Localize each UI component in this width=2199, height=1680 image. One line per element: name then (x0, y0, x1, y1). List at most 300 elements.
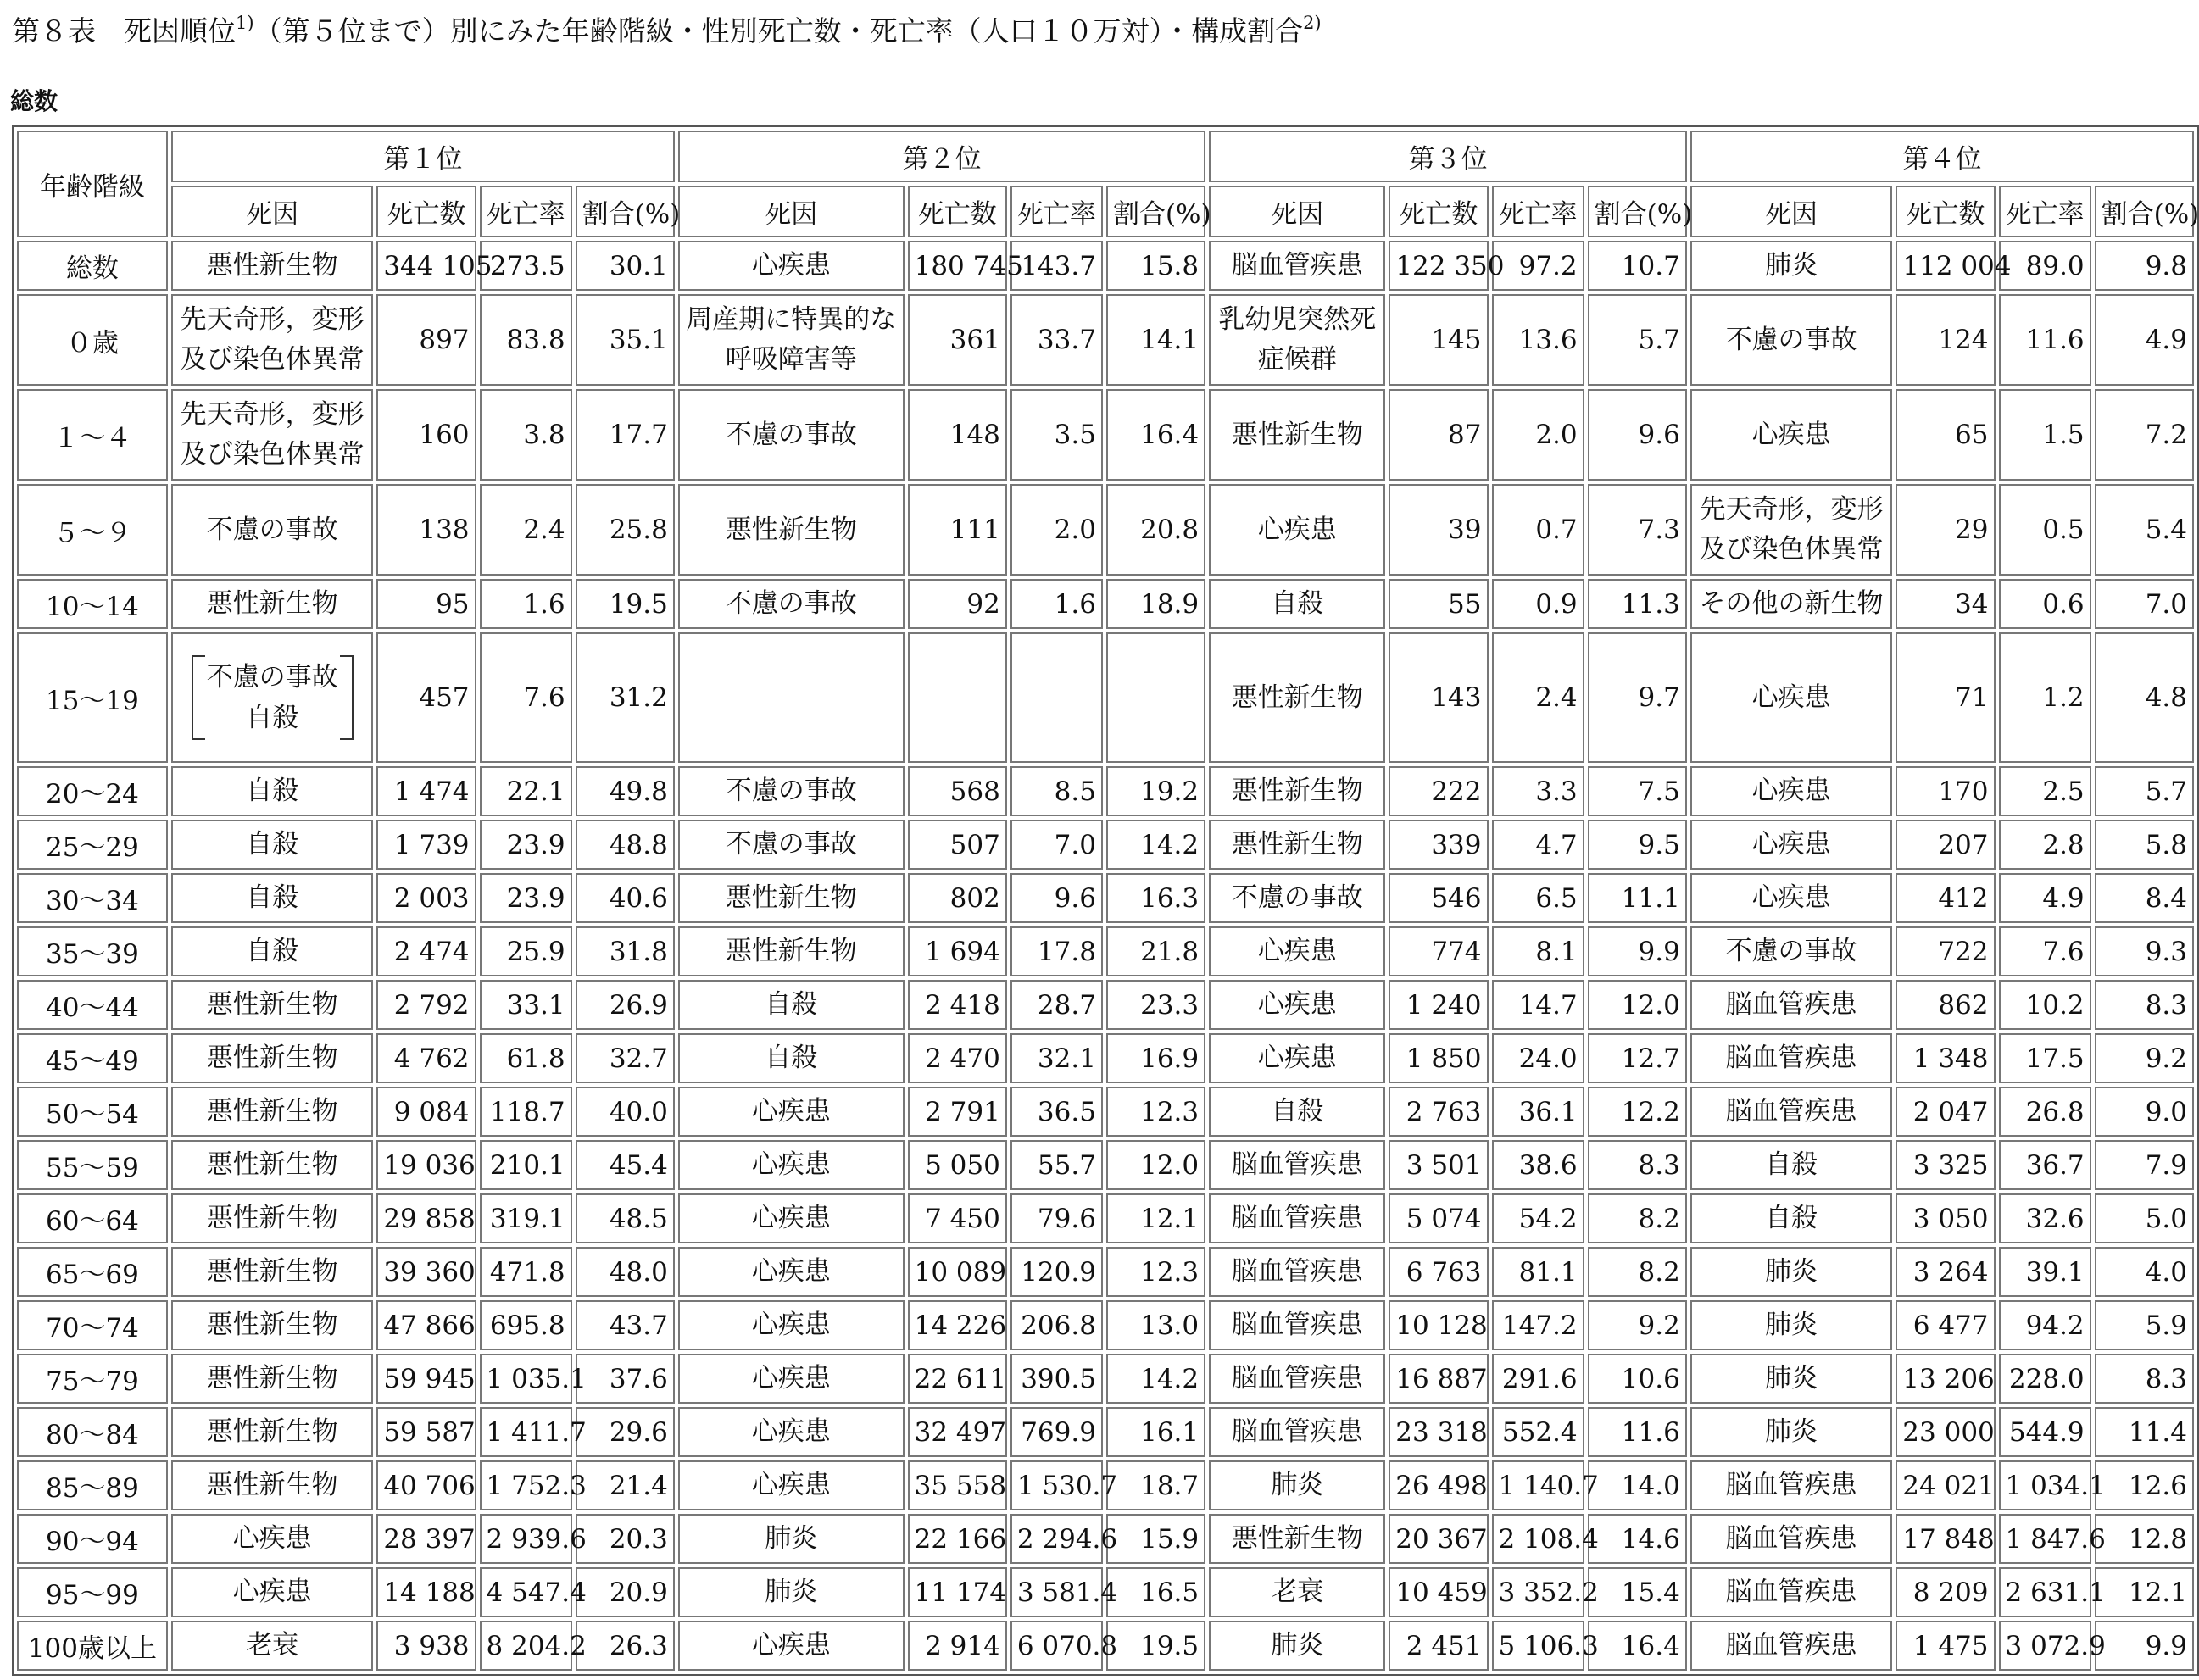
cause-text: 不慮の事故 (1725, 324, 1857, 355)
share-cell: 9.2 (1588, 1300, 1687, 1350)
cause-cell (1209, 389, 1385, 481)
cause-cell (171, 873, 373, 923)
deaths-cell: 39 360 (376, 1247, 476, 1297)
cause-text: 及び染色体異常 (180, 344, 365, 375)
cause-text: 脳血管疾患 (1725, 1630, 1857, 1661)
cause-cell (678, 873, 905, 923)
table-row (17, 1140, 2194, 1190)
cause-cell (1209, 241, 1385, 291)
age-group-cell: 30～34 (17, 873, 168, 923)
rank-2-rate-header: 死亡率 (1010, 186, 1103, 237)
share-cell: 35.1 (576, 294, 675, 386)
bracket-corner (340, 655, 352, 657)
deaths-cell: 170 (1896, 766, 1995, 816)
share-cell: 19.5 (576, 579, 675, 629)
cause-text: 心疾患 (1751, 419, 1831, 450)
header-row-columns (17, 186, 2194, 237)
deaths-cell: 1 475 (1896, 1621, 1995, 1671)
table-row (17, 1514, 2194, 1564)
share-cell: 9.9 (2095, 1621, 2194, 1671)
rate-cell: 1.2 (1999, 632, 2091, 763)
cause-cell (678, 579, 905, 629)
cause-text: 心疾患 (751, 1256, 831, 1287)
cause-text: 悪性新生物 (725, 882, 857, 913)
cause-cell (1209, 294, 1385, 386)
deaths-cell: 507 (908, 820, 1007, 870)
deaths-cell: 2 791 (908, 1087, 1007, 1137)
rate-cell: 228.0 (1999, 1354, 2091, 1404)
cause-text: 悪性新生物 (1231, 776, 1363, 806)
rate-cell: 14.7 (1492, 980, 1584, 1030)
cause-cell (1690, 766, 1892, 816)
tie-bracket (192, 655, 354, 740)
share-cell: 16.9 (1106, 1033, 1205, 1083)
table-row (17, 484, 2194, 576)
rate-cell: 1 034.1 (1999, 1460, 2091, 1510)
share-cell: 5.7 (1588, 294, 1687, 386)
deaths-cell: 14 226 (908, 1300, 1007, 1350)
cause-cell (1209, 1354, 1385, 1404)
rate-cell: 1 140.7 (1492, 1460, 1584, 1510)
cause-cell (1209, 1193, 1385, 1243)
deaths-cell: 2 474 (376, 926, 476, 976)
age-group-header: 年齢階級 (17, 131, 168, 237)
rank-4-header: 第４位 (1690, 131, 2194, 182)
share-cell: 11.4 (2095, 1407, 2194, 1457)
cause-cell (678, 1460, 905, 1510)
cause-cell (171, 632, 373, 763)
rate-cell: 2 631.1 (1999, 1567, 2091, 1617)
rate-cell: 3 352.2 (1492, 1567, 1584, 1617)
cause-cell (171, 579, 373, 629)
rate-cell: 7.6 (1999, 926, 2091, 976)
cause-text: 悪性新生物 (1231, 419, 1363, 450)
share-cell (1106, 632, 1205, 763)
cause-text: 心疾患 (751, 1416, 831, 1447)
share-cell: 25.8 (576, 484, 675, 576)
deaths-cell: 1 348 (1896, 1033, 1995, 1083)
share-cell: 7.2 (2095, 389, 2194, 481)
share-cell: 8.4 (2095, 873, 2194, 923)
cause-cell (678, 1407, 905, 1457)
table-row (17, 1033, 2194, 1083)
cause-cell (1690, 1514, 1892, 1564)
cause-cell (171, 1247, 373, 1297)
deaths-cell: 2 914 (908, 1621, 1007, 1671)
cause-cell (171, 926, 373, 976)
rank-4-rate-header: 死亡率 (1999, 186, 2091, 237)
cause-text: 自殺 (246, 829, 299, 859)
table-row (17, 1407, 2194, 1457)
cause-text: 肺炎 (1765, 1310, 1818, 1340)
cause-text: 不慮の事故 (206, 514, 338, 545)
cause-cell (171, 1140, 373, 1190)
deaths-cell: 148 (908, 389, 1007, 481)
share-cell: 40.0 (576, 1087, 675, 1137)
share-cell: 21.8 (1106, 926, 1205, 976)
cause-cell (171, 1087, 373, 1137)
cause-cell (1209, 484, 1385, 576)
deaths-cell: 897 (376, 294, 476, 386)
rate-cell: 4.7 (1492, 820, 1584, 870)
cause-text: 周産期に特異的な (686, 304, 897, 335)
rate-cell: 9.6 (1010, 873, 1103, 923)
rate-cell: 28.7 (1010, 980, 1103, 1030)
share-cell: 17.7 (576, 389, 675, 481)
age-group-cell: 50～54 (17, 1087, 168, 1137)
cause-text: 悪性新生物 (1231, 829, 1363, 859)
share-cell: 18.7 (1106, 1460, 1205, 1510)
title-part-1: 第８表 死因順位 (12, 14, 236, 47)
deaths-cell: 3 501 (1389, 1140, 1488, 1190)
share-cell: 21.4 (576, 1460, 675, 1510)
rate-cell: 0.6 (1999, 579, 2091, 629)
share-cell: 8.2 (1588, 1247, 1687, 1297)
age-group-cell: 80～84 (17, 1407, 168, 1457)
age-group-cell: ５～９ (17, 484, 168, 576)
deaths-cell: 862 (1896, 980, 1995, 1030)
deaths-cell: 8 209 (1896, 1567, 1995, 1617)
cause-cell (678, 1193, 905, 1243)
deaths-cell: 160 (376, 389, 476, 481)
rate-cell: 23.9 (480, 873, 572, 923)
rank-1-deaths-header: 死亡数 (376, 186, 476, 237)
deaths-cell: 339 (1389, 820, 1488, 870)
deaths-cell: 9 084 (376, 1087, 476, 1137)
title-footnote-2: 2) (1303, 13, 1322, 33)
cause-cell (1690, 1193, 1892, 1243)
rate-cell: 3.5 (1010, 389, 1103, 481)
share-cell: 9.8 (2095, 241, 2194, 291)
cause-cell (1690, 1407, 1892, 1457)
deaths-cell: 16 887 (1389, 1354, 1488, 1404)
share-cell: 9.0 (2095, 1087, 2194, 1137)
cause-cell (678, 294, 905, 386)
rate-cell: 3.3 (1492, 766, 1584, 816)
rate-cell: 552.4 (1492, 1407, 1584, 1457)
deaths-cell: 4 762 (376, 1033, 476, 1083)
age-group-cell: 20～24 (17, 766, 168, 816)
deaths-cell: 59 945 (376, 1354, 476, 1404)
cause-text: 肺炎 (1765, 1416, 1818, 1447)
deaths-cell: 2 792 (376, 980, 476, 1030)
cause-cell (678, 1033, 905, 1083)
rank-1-share-header: 割合(%) (576, 186, 675, 237)
share-cell: 49.8 (576, 766, 675, 816)
cause-cell (171, 241, 373, 291)
cause-cell (1690, 294, 1892, 386)
share-cell: 12.2 (1588, 1087, 1687, 1137)
cause-cell (1209, 1033, 1385, 1083)
share-cell: 9.9 (1588, 926, 1687, 976)
rate-cell: 6 070.8 (1010, 1621, 1103, 1671)
deaths-cell: 39 (1389, 484, 1488, 576)
rate-cell: 7.0 (1010, 820, 1103, 870)
table-row (17, 1354, 2194, 1404)
share-cell: 16.4 (1588, 1621, 1687, 1671)
rate-cell: 1 411.7 (480, 1407, 572, 1457)
deaths-cell: 59 587 (376, 1407, 476, 1457)
cause-cell (1690, 1621, 1892, 1671)
deaths-cell: 2 763 (1389, 1087, 1488, 1137)
share-cell: 12.0 (1106, 1140, 1205, 1190)
deaths-cell: 3 050 (1896, 1193, 1995, 1243)
share-cell: 4.0 (2095, 1247, 2194, 1297)
rank-1-rate-header: 死亡率 (480, 186, 572, 237)
deaths-cell: 361 (908, 294, 1007, 386)
rate-cell: 769.9 (1010, 1407, 1103, 1457)
age-group-cell: 55～59 (17, 1140, 168, 1190)
cause-text: 脳血管疾患 (1231, 1149, 1363, 1180)
cause-text: 悪性新生物 (206, 1256, 338, 1287)
deaths-cell: 5 050 (908, 1140, 1007, 1190)
deaths-cell: 1 739 (376, 820, 476, 870)
deaths-cell: 2 470 (908, 1033, 1007, 1083)
cause-cell (171, 1354, 373, 1404)
age-group-cell: 35～39 (17, 926, 168, 976)
cause-text: 悪性新生物 (1231, 1523, 1363, 1554)
cause-text: 自殺 (246, 882, 299, 913)
rank-3-deaths-header: 死亡数 (1389, 186, 1488, 237)
deaths-cell: 457 (376, 632, 476, 763)
cause-cell (1209, 1247, 1385, 1297)
cause-cell (1690, 1567, 1892, 1617)
rate-cell: 89.0 (1999, 241, 2091, 291)
deaths-cell: 40 706 (376, 1460, 476, 1510)
cause-text: 心疾患 (751, 1630, 831, 1661)
rank-1-header: 第１位 (171, 131, 675, 182)
cause-cell (678, 1567, 905, 1617)
share-cell: 10.7 (1588, 241, 1687, 291)
table-row (17, 389, 2194, 481)
cause-text: 悪性新生物 (206, 1470, 338, 1500)
deaths-cell: 10 459 (1389, 1567, 1488, 1617)
share-cell: 9.3 (2095, 926, 2194, 976)
rate-cell: 36.1 (1492, 1087, 1584, 1137)
age-group-cell: 95～99 (17, 1567, 168, 1617)
deaths-cell: 87 (1389, 389, 1488, 481)
cause-text: 及び染色体異常 (1699, 534, 1884, 565)
cause-cell (171, 1193, 373, 1243)
cause-cell (1690, 1087, 1892, 1137)
deaths-cell: 6 477 (1896, 1300, 1995, 1350)
cause-cell (171, 294, 373, 386)
bracket-corner (193, 738, 205, 740)
deaths-cell: 122 350 (1389, 241, 1488, 291)
share-cell: 19.2 (1106, 766, 1205, 816)
rate-cell: 2.0 (1010, 484, 1103, 576)
age-group-cell: 10～14 (17, 579, 168, 629)
share-cell: 20.9 (576, 1567, 675, 1617)
deaths-cell: 29 (1896, 484, 1995, 576)
cause-cell (1209, 980, 1385, 1030)
cause-cell (1690, 926, 1892, 976)
cause-cell (171, 1460, 373, 1510)
rate-cell: 1 752.3 (480, 1460, 572, 1510)
deaths-cell: 145 (1389, 294, 1488, 386)
cause-text: 脳血管疾患 (1231, 1203, 1363, 1233)
cause-text: 自殺 (1765, 1203, 1818, 1233)
deaths-cell: 55 (1389, 579, 1488, 629)
deaths-cell: 1 474 (376, 766, 476, 816)
deaths-cell (908, 632, 1007, 763)
deaths-cell: 1 694 (908, 926, 1007, 976)
header-row-ranks (17, 131, 2194, 182)
deaths-cell: 3 938 (376, 1621, 476, 1671)
cause-text: 悪性新生物 (206, 588, 338, 619)
share-cell: 9.5 (1588, 820, 1687, 870)
table-row (17, 1087, 2194, 1137)
share-cell: 12.1 (1106, 1193, 1205, 1243)
rank-4-deaths-header: 死亡数 (1896, 186, 1995, 237)
rate-cell: 3 072.9 (1999, 1621, 2091, 1671)
cause-text: 脳血管疾患 (1725, 989, 1857, 1020)
cause-cell (1690, 241, 1892, 291)
rank-2-deaths-header: 死亡数 (908, 186, 1007, 237)
cause-cell (678, 1140, 905, 1190)
cause-text: 脳血管疾患 (1725, 1043, 1857, 1073)
table-row (17, 1621, 2194, 1671)
share-cell: 16.1 (1106, 1407, 1205, 1457)
cause-text: 肺炎 (765, 1577, 818, 1607)
cause-text: 心疾患 (1257, 514, 1337, 545)
cause-text: 悪性新生物 (725, 514, 857, 545)
rate-cell: 544.9 (1999, 1407, 2091, 1457)
rate-cell: 13.6 (1492, 294, 1584, 386)
deaths-cell: 20 367 (1389, 1514, 1488, 1564)
share-cell: 26.3 (576, 1621, 675, 1671)
rate-cell: 10.2 (1999, 980, 2091, 1030)
cause-text: 悪性新生物 (1231, 681, 1363, 713)
cause-text: 脳血管疾患 (1231, 1416, 1363, 1447)
cause-text: 肺炎 (1765, 1363, 1818, 1394)
rate-cell: 36.7 (1999, 1140, 2091, 1190)
share-cell: 9.2 (2095, 1033, 2194, 1083)
table-row (17, 766, 2194, 816)
cause-cell (678, 632, 905, 763)
cause-text: 肺炎 (1271, 1470, 1324, 1500)
share-cell: 14.2 (1106, 1354, 1205, 1404)
cause-text: 心疾患 (1751, 776, 1831, 806)
rate-cell: 319.1 (480, 1193, 572, 1243)
deaths-cell: 26 498 (1389, 1460, 1488, 1510)
rate-cell: 61.8 (480, 1033, 572, 1083)
cause-text: 不慮の事故 (725, 776, 857, 806)
deaths-cell: 6 763 (1389, 1247, 1488, 1297)
table-row (17, 980, 2194, 1030)
rank-4-cause-header: 死因 (1690, 186, 1892, 237)
table-row (17, 873, 2194, 923)
age-group-cell: 100歳以上 (17, 1621, 168, 1671)
rate-cell: 143.7 (1010, 241, 1103, 291)
cause-text: 心疾患 (751, 1149, 831, 1180)
cause-cell (1209, 1460, 1385, 1510)
share-cell: 11.3 (1588, 579, 1687, 629)
cause-text: 先天奇形，変形 (180, 399, 365, 430)
deaths-cell: 2 047 (1896, 1087, 1995, 1137)
deaths-cell: 29 858 (376, 1193, 476, 1243)
rate-cell: 5 106.3 (1492, 1621, 1584, 1671)
cause-cell (678, 766, 905, 816)
rate-cell: 695.8 (480, 1300, 572, 1350)
deaths-cell: 1 240 (1389, 980, 1488, 1030)
cause-cell (1690, 632, 1892, 763)
deaths-cell: 92 (908, 579, 1007, 629)
deaths-cell: 774 (1389, 926, 1488, 976)
rate-cell: 1 035.1 (480, 1354, 572, 1404)
cause-text: 心疾患 (1257, 989, 1337, 1020)
age-group-cell: 70～74 (17, 1300, 168, 1350)
deaths-cell: 71 (1896, 632, 1995, 763)
deaths-cell: 10 089 (908, 1247, 1007, 1297)
cause-cell (678, 1514, 905, 1564)
deaths-cell: 124 (1896, 294, 1995, 386)
share-cell: 5.4 (2095, 484, 2194, 576)
share-cell: 10.6 (1588, 1354, 1687, 1404)
cause-text: 肺炎 (765, 1523, 818, 1554)
rate-cell: 22.1 (480, 766, 572, 816)
cause-text: 老衰 (246, 1630, 299, 1661)
deaths-cell: 10 128 (1389, 1300, 1488, 1350)
cause-text: 脳血管疾患 (1231, 1256, 1363, 1287)
cause-text: 不慮の事故 (725, 829, 857, 859)
deaths-cell: 65 (1896, 389, 1995, 481)
deaths-cell: 546 (1389, 873, 1488, 923)
cause-cell (1209, 632, 1385, 763)
share-cell: 32.7 (576, 1033, 675, 1083)
share-cell: 29.6 (576, 1407, 675, 1457)
share-cell: 19.5 (1106, 1621, 1205, 1671)
cause-cell (1209, 1621, 1385, 1671)
table-row (17, 1300, 2194, 1350)
cause-text: 心疾患 (751, 1363, 831, 1394)
rank-3-share-header: 割合(%) (1588, 186, 1687, 237)
cause-text: 悪性新生物 (206, 1096, 338, 1126)
rate-cell: 55.7 (1010, 1140, 1103, 1190)
cause-cell (171, 1300, 373, 1350)
share-cell: 4.8 (2095, 632, 2194, 763)
age-group-cell: 65～69 (17, 1247, 168, 1297)
share-cell: 12.1 (2095, 1567, 2194, 1617)
rate-cell: 33.1 (480, 980, 572, 1030)
cause-text: 心疾患 (1751, 681, 1831, 713)
cause-text: 悪性新生物 (206, 1310, 338, 1340)
cause-cell (171, 1567, 373, 1617)
cause-text: 心疾患 (1257, 936, 1337, 966)
share-cell: 7.5 (1588, 766, 1687, 816)
cause-text: 脳血管疾患 (1725, 1523, 1857, 1554)
cause-cell (1209, 1140, 1385, 1190)
deaths-cell: 2 418 (908, 980, 1007, 1030)
rate-cell: 0.5 (1999, 484, 2091, 576)
share-cell: 37.6 (576, 1354, 675, 1404)
rank-2-share-header: 割合(%) (1106, 186, 1205, 237)
cause-text: 自殺 (1765, 1149, 1818, 1180)
deaths-cell: 222 (1389, 766, 1488, 816)
cause-cell (1209, 873, 1385, 923)
rate-cell: 97.2 (1492, 241, 1584, 291)
cause-cell (171, 484, 373, 576)
rate-cell: 38.6 (1492, 1140, 1584, 1190)
cause-cell (1209, 579, 1385, 629)
cause-text: 及び染色体異常 (180, 439, 365, 470)
share-cell: 48.8 (576, 820, 675, 870)
deaths-cell: 344 105 (376, 241, 476, 291)
share-cell: 12.7 (1588, 1033, 1687, 1083)
deaths-cell: 2 451 (1389, 1621, 1488, 1671)
rate-cell: 3.8 (480, 389, 572, 481)
share-cell: 14.2 (1106, 820, 1205, 870)
